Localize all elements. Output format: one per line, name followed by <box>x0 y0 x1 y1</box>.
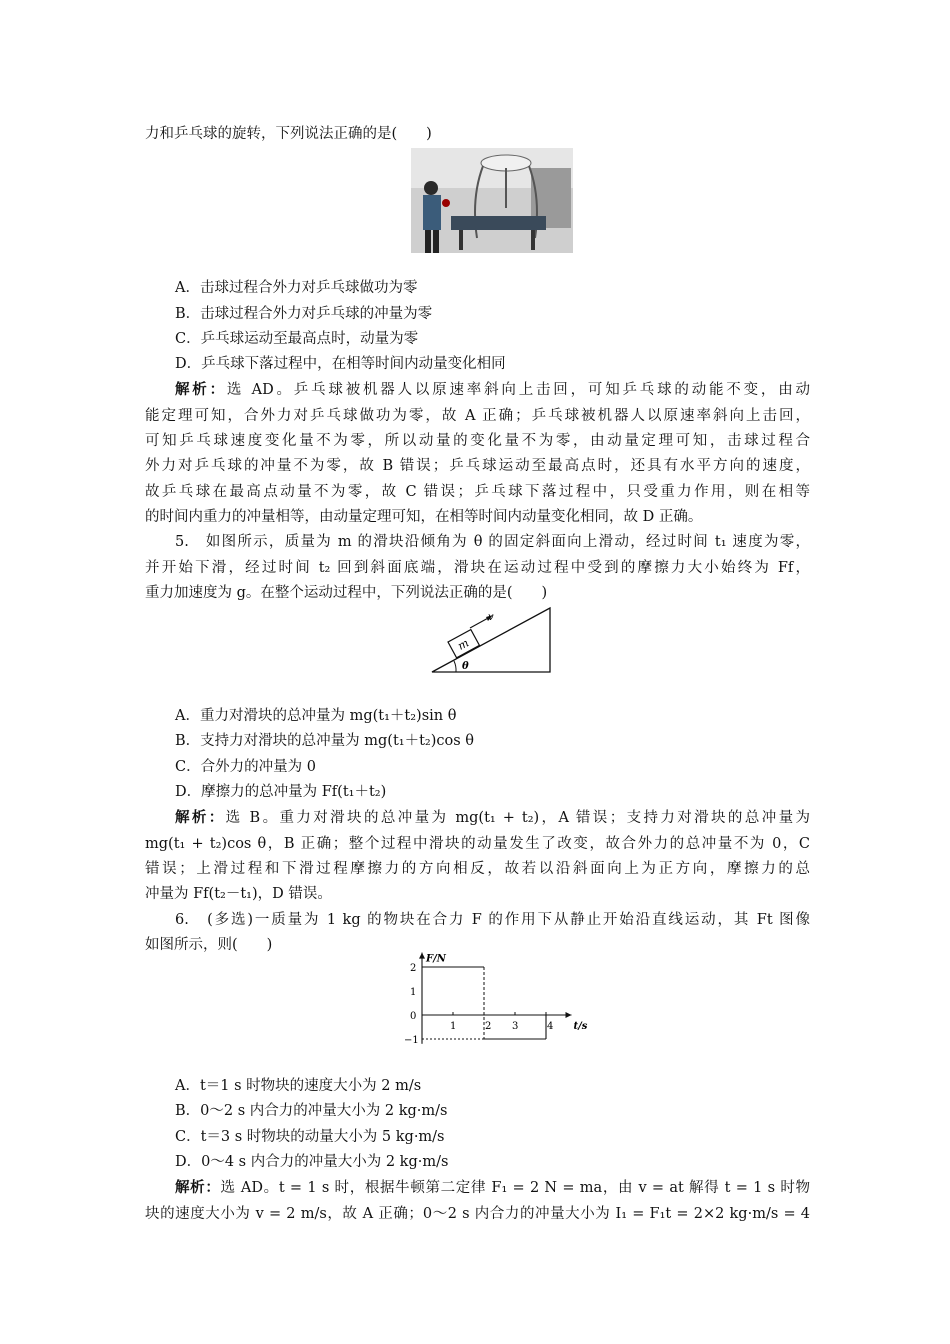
q4-analysis-line-1: 解析：选 AD。乒乓球被机器人以原速率斜向上击回，可知乒乓球的动能不变，由动 <box>175 381 811 399</box>
q6-analysis-line-1: 解析：选 AD。t = 1 s 时，根据牛顿第二定律 F₁ = 2 N = ma，由 v = at 解得 t = 1 s 时物 <box>175 1179 811 1197</box>
q4-analysis-line-6: 的时间内重力的冲量相等，由动量定理可知，在相等时间内动量变化相同，故 D 正确。 <box>145 508 703 525</box>
x-tick-label: 2 <box>485 1021 492 1032</box>
q5-stem-line-2: 并开始下滑，经过时间 t₂ 回到斜面底端，滑块在运动过程中受到的摩擦力大小始终为 Ff， <box>145 559 810 576</box>
q5-option-d: D．摩擦力的总冲量为 Ff(t₁＋t₂) <box>175 784 387 801</box>
x-tick-label: 3 <box>512 1021 519 1032</box>
document-body <box>145 122 810 1227</box>
q5-analysis-line-1: 解析：选 B。重力对滑块的总冲量为 mg(t₁ + t₂)，A 错误；支持力对滑块的总冲量为 <box>175 809 810 827</box>
velocity-label: v <box>488 612 494 623</box>
q6-option-a: A．t＝1 s 时物块的速度大小为 2 m/s <box>175 1078 422 1095</box>
q5-option-c: C．合外力的冲量为 0 <box>175 758 316 775</box>
analysis-label: 解析： <box>175 1179 221 1197</box>
q5-analysis-line-3: 错误；上滑过程和下滑过程摩擦力的方向相反，故若以沿斜面向上为正方向，摩擦力的总 <box>145 860 810 877</box>
block-label: m <box>455 636 471 653</box>
q4-analysis-line-5: 故乒乓球在最高点动量不为零，故 C 错误；乒乓球下落过程中，只受重力作用，则在相等 <box>145 483 810 500</box>
q4-analysis-line-4: 外力对乒乓球的冲量不为零，故 B 错误；乒乓球运动至最高点时，还具有水平方向的速度， <box>145 458 810 475</box>
q5-option-b: B．支持力对滑块的总冲量为 mg(t₁＋t₂)cos θ <box>175 733 475 750</box>
q6-option-d: D．0～4 s 内合力的冲量大小为 2 kg·m/s <box>175 1154 449 1171</box>
q4-analysis-line-3: 可知乒乓球速度变化量不为零，所以动量的变化量不为零，由动量定理可知，击球过程合 <box>145 433 810 450</box>
q5-analysis-line-4: 冲量为 Ff(t₂－t₁)，D 错误。 <box>145 886 332 903</box>
q6-option-c: C．t＝3 s 时物块的动量大小为 5 kg·m/s <box>175 1128 445 1145</box>
q4-analysis-line-2: 能定理可知，合外力对乒乓球做功为零，故 A 正确；乒乓球被机器人以原速率斜向上击回， <box>145 407 810 424</box>
y-tick-label: 0 <box>410 1011 417 1022</box>
q5-stem-line-1: 5. 如图所示，质量为 m 的滑块沿倾角为 θ 的固定斜面向上滑动，经过时间 t₁ 速度为零， <box>175 534 810 551</box>
photo-spacer <box>145 147 810 276</box>
q4-option-b: B．击球过程合外力对乒乓球的冲量为零 <box>175 305 433 322</box>
x-tick-label: 4 <box>547 1021 554 1032</box>
q6-option-b: B．0～2 s 内合力的冲量大小为 2 kg·m/s <box>175 1103 448 1120</box>
y-axis-label: F/N <box>426 953 446 965</box>
y-tick-label: 1 <box>410 987 417 998</box>
analysis-label: 解析： <box>175 381 227 399</box>
q4-stem-tail: 力和乒乓球的旋转，下列说法正确的是( ) <box>145 126 432 142</box>
q6-stem-line-1: 6. (多选)一质量为 1 kg 的物块在合力 F 的作用下从静止开始沿直线运动，其 Ft 图像 <box>175 911 810 928</box>
x-tick-label: 1 <box>450 1021 457 1032</box>
q6-stem-line-2: 如图所示，则( ) <box>145 936 273 953</box>
q6-analysis-line-2: 块的速度大小为 v = 2 m/s，故 A 正确；0～2 s 内合力的冲量大小为 I₁ = F₁t = 2×2 kg·m/s = 4 <box>145 1205 810 1222</box>
analysis-label: 解析： <box>175 809 226 827</box>
q5-stem-line-3: 重力加速度为 g。在整个运动过程中，下列说法正确的是( ) <box>145 584 548 601</box>
angle-label: θ <box>462 661 469 672</box>
q4-option-c: C．乒乓球运动至最高点时，动量为零 <box>175 330 419 347</box>
q5-option-a: A．重力对滑块的总冲量为 mg(t₁＋t₂)sin θ <box>175 708 457 725</box>
q4-option-a: A．击球过程合外力对乒乓球做功为零 <box>175 280 418 297</box>
ft-graph-spacer <box>145 958 810 1074</box>
q4-option-d: D．乒乓球下落过程中，在相等时间内动量变化相同 <box>175 356 506 373</box>
x-axis-label: t/s <box>573 1021 588 1032</box>
q5-analysis-line-2: mg(t₁ + t₂)cos θ，B 正确；整个过程中滑块的动量发生了改变，故合外力的总冲量不为 0，C <box>145 835 810 852</box>
incline-spacer <box>145 606 810 704</box>
y-tick-label: 2 <box>410 963 417 974</box>
y-tick-label: −1 <box>404 1035 419 1046</box>
